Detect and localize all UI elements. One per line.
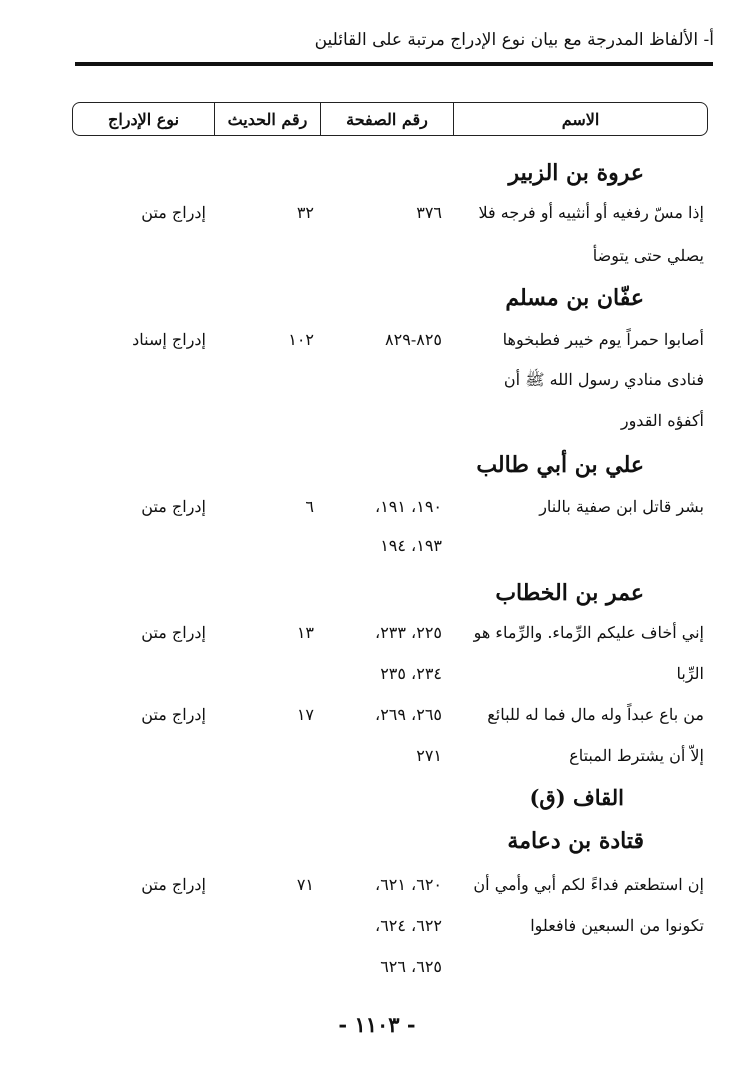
hadith-text-line: فنادى منادي رسول الله ﷺ أن (503, 370, 704, 389)
hadith-number-cell: ٣٢ (296, 203, 314, 222)
column-hadith-number: رقم الحديث (214, 103, 320, 135)
hadith-text-line: إلاّ أن يشترط المبتاع (569, 746, 704, 765)
letter-section-heading: القاف (ق) (529, 785, 624, 810)
page-number-cell: ١٩٠، ١٩١، (375, 497, 442, 516)
insertion-type-cell: إدراج متن (141, 705, 206, 724)
narrator-heading: عفّان بن مسلم (505, 285, 644, 311)
insertion-type-cell: إدراج متن (141, 497, 206, 516)
hadith-number-cell: ١٠٢ (288, 330, 314, 349)
hadith-number-cell: ١٧ (296, 705, 314, 724)
page-number-cell: ٨٢٥-٨٢٩ (385, 330, 442, 349)
page-number-cell: ٦٢٢، ٦٢٤، (375, 916, 442, 935)
header-rule (75, 62, 713, 66)
narrator-heading: عمر بن الخطاب (495, 580, 644, 606)
page-number-cell: ٢٣٤، ٢٣٥ (380, 664, 442, 683)
hadith-text-line: الرِّبا (676, 664, 704, 683)
hadith-text-line: أصابوا حمراً يوم خيبر فطبخوها (502, 330, 704, 349)
hadith-text-line: بشر قاتل ابن صفية بالنار (539, 497, 704, 516)
hadith-text-line: من باع عبداً وله مال فما له للبائع (487, 705, 704, 724)
table-header (72, 102, 708, 136)
hadith-text-line: أكفؤه القدور (620, 411, 704, 430)
hadith-number-cell: ١٣ (296, 623, 314, 642)
page-number-cell: ٢٧١ (416, 746, 442, 765)
column-page-number: رقم الصفحة (320, 103, 453, 135)
page-number-cell: ٦٢٠، ٦٢١، (375, 875, 442, 894)
page-number-cell: ٣٧٦ (416, 203, 442, 222)
page-number-cell: ٢٢٥، ٢٣٣، (375, 623, 442, 642)
running-header: أ- الألفاظ المدرجة مع بيان نوع الإدراج مرتبة على القائلين (314, 30, 714, 50)
insertion-type-cell: إدراج متن (141, 203, 206, 222)
hadith-text-line: إني أخاف عليكم الرِّماء. والرِّماء هو (473, 623, 704, 642)
hadith-text-line: إذا مسّ رفغيه أو أنثييه أو فرجه فلا (478, 203, 704, 222)
insertion-type-cell: إدراج إسناد (132, 330, 206, 349)
hadith-number-cell: ٦ (305, 497, 314, 516)
insertion-type-cell: إدراج متن (141, 875, 206, 894)
hadith-text-line: تكونوا من السبعين فافعلوا (530, 916, 704, 935)
page-number-cell: ٦٢٥، ٦٢٦ (380, 957, 442, 976)
column-insertion-type: نوع الإدراج (107, 109, 180, 129)
hadith-number-cell: ٧١ (296, 875, 314, 894)
column-name: الاسم (453, 103, 707, 135)
narrator-heading: عروة بن الزبير (508, 160, 644, 186)
insertion-type-cell: إدراج متن (141, 623, 206, 642)
page-number-cell: ٢٦٥، ٢٦٩، (375, 705, 442, 724)
page-number-cell: ١٩٣، ١٩٤ (380, 536, 442, 555)
narrator-heading: علي بن أبي طالب (476, 452, 644, 478)
hadith-text-line: يصلي حتى يتوضأ (592, 246, 704, 265)
hadith-text-line: إن استطعتم فداءً لكم أبي وأمي أن (473, 875, 704, 894)
narrator-heading: قتادة بن دعامة (507, 828, 644, 854)
page-number: - ١١٠٣ - (338, 1012, 416, 1037)
